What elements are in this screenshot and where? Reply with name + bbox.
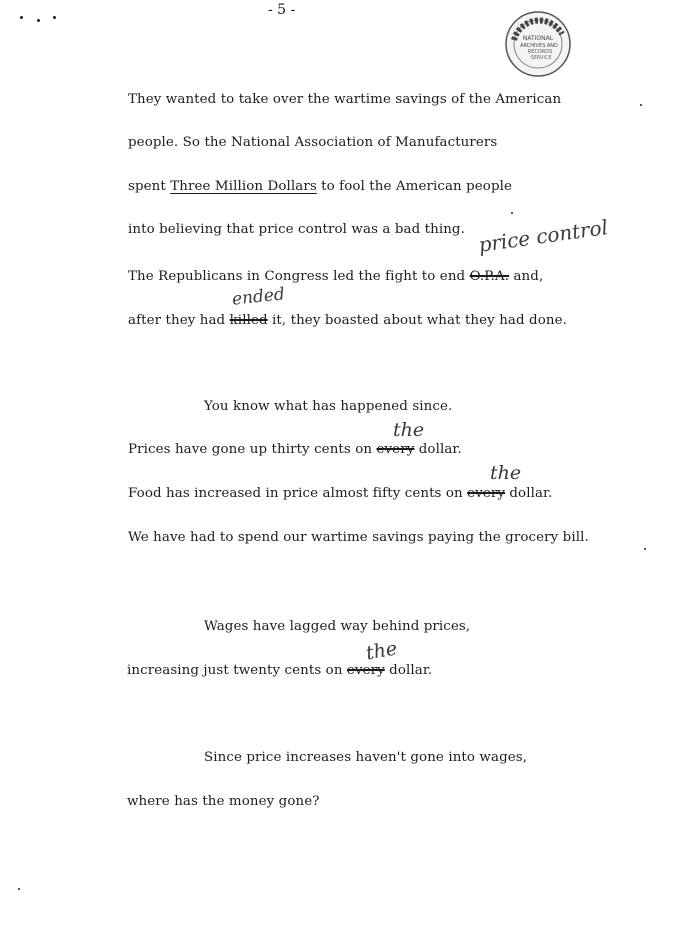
text-segment: dollar.	[505, 486, 553, 501]
text-segment: and,	[509, 269, 544, 284]
text-line	[127, 663, 432, 678]
stray-mark	[37, 19, 40, 22]
stray-mark	[640, 104, 642, 106]
stray-mark	[511, 212, 513, 214]
stamp-text-line: ARCHIVES AND	[520, 43, 558, 49]
struck-text: every	[467, 486, 506, 501]
struck-text: O.P.A.	[469, 269, 510, 284]
struck-text: killed	[229, 313, 268, 328]
text-segment: increasing just twenty cents on	[127, 663, 347, 678]
archive-stamp	[504, 10, 572, 78]
text-segment: it, they boasted about what they had done.	[267, 313, 567, 328]
stray-mark	[20, 16, 23, 19]
handwritten-edit: the	[490, 462, 522, 484]
handwritten-edit: ended	[231, 284, 286, 310]
text-line	[128, 269, 543, 284]
text-line	[128, 179, 512, 194]
struck-text: every	[346, 663, 385, 678]
text-segment: spent	[128, 179, 171, 194]
stray-mark	[644, 548, 646, 550]
text-line: You know what has happened since.	[204, 399, 453, 414]
text-line: into believing that price control was a bad thing.	[128, 222, 465, 237]
page-number: - 5 -	[268, 2, 296, 18]
text-line: We have had to spend our wartime savings paying the grocery bill.	[128, 530, 589, 545]
text-line: people. So the National Association of Manufacturers	[128, 135, 498, 150]
stray-mark	[18, 888, 20, 890]
handwritten-edit: price control	[476, 215, 610, 257]
text-line	[128, 442, 462, 457]
text-line: Wages have lagged way behind prices,	[204, 619, 471, 634]
underlined-phrase: Three Million Dollars	[170, 179, 317, 194]
stamp-text-line: SERVICE	[530, 55, 552, 61]
struck-text: every	[376, 442, 415, 457]
text-segment: The Republicans in Congress led the fight to end	[128, 269, 470, 284]
handwritten-edit: the	[393, 419, 425, 441]
text-segment: after they had	[128, 313, 230, 328]
handwritten-edit: the	[364, 637, 399, 665]
stamp-text-line: NATIONAL	[522, 35, 554, 42]
text-segment: dollar.	[384, 663, 433, 678]
text-line	[128, 486, 552, 501]
stray-mark	[53, 16, 56, 19]
text-segment: to fool the American people	[316, 179, 513, 194]
text-line: They wanted to take over the wartime savings of the American	[128, 92, 562, 107]
stamp-text-line: RECORDS	[527, 49, 553, 55]
text-segment: Prices have gone up thirty cents on	[128, 442, 377, 457]
text-segment: dollar.	[414, 442, 462, 457]
text-line: Since price increases haven't gone into wages,	[204, 750, 528, 765]
text-line	[128, 313, 567, 328]
text-line: where has the money gone?	[127, 794, 320, 809]
text-segment: Food has increased in price almost fifty cents on	[128, 486, 468, 501]
